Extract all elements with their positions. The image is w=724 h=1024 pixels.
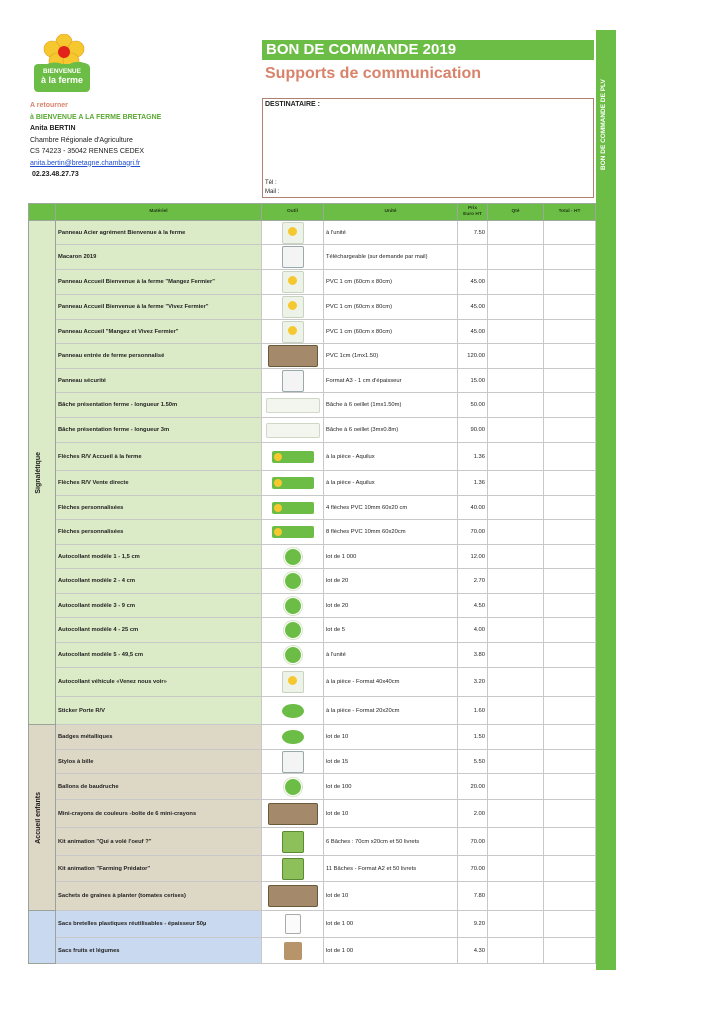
unit-cell: PVC 1 cm (60cm x 80cm) [324, 320, 458, 344]
price-cell [458, 245, 488, 270]
product-thumbnail-icon [282, 321, 304, 343]
category-label: Signalétique [34, 451, 42, 494]
product-thumbnail-icon [268, 803, 318, 825]
price-cell: 5.50 [458, 750, 488, 774]
unit-cell: lot de 20 [324, 594, 458, 618]
product-thumbnail-icon [282, 246, 304, 268]
unit-cell: Téléchargeable (sur demande par mail) [324, 245, 458, 270]
material-cell: Autocollant modèle 1 - 1,5 cm [56, 545, 262, 569]
table-row [29, 725, 596, 750]
quantity-input-cell[interactable] [488, 344, 544, 369]
material-cell: Panneau Accueil "Mangez et Vivez Fermier" [56, 320, 262, 344]
quantity-input-cell[interactable] [488, 911, 544, 938]
logo-line2: à la ferme [40, 75, 84, 85]
price-cell: 70.00 [458, 856, 488, 882]
table-row [29, 750, 596, 774]
material-cell: Autocollant véhicule «Venez nous voir» [56, 668, 262, 697]
quantity-input-cell[interactable] [488, 496, 544, 520]
tool-cell [262, 750, 324, 774]
table-row [29, 245, 596, 270]
unit-cell: lot de 10 [324, 725, 458, 750]
total-cell [544, 828, 596, 856]
contact-chamber: Chambre Régionale d'Agriculture [30, 136, 133, 144]
tool-cell [262, 828, 324, 856]
unit-cell: Bâche à 6 oeillet (1mx1.50m) [324, 393, 458, 418]
table-row [29, 643, 596, 668]
product-thumbnail-icon [282, 831, 304, 853]
category-sacs [29, 911, 56, 964]
destinataire-label: DESTINATAIRE : [265, 101, 320, 108]
tool-cell [262, 668, 324, 697]
material-cell: Autocollant modèle 5 - 49,5 cm [56, 643, 262, 668]
tool-cell [262, 800, 324, 828]
product-thumbnail-icon [268, 345, 318, 367]
logo-banner [34, 64, 90, 92]
unit-cell: Format A3 - 1 cm d'épaisseur [324, 369, 458, 393]
total-cell [544, 697, 596, 725]
product-thumbnail-icon [282, 671, 304, 693]
material-cell: Ballons de baudruche [56, 774, 262, 800]
table-row [29, 828, 596, 856]
unit-cell: à l'unité [324, 221, 458, 245]
product-thumbnail-icon [272, 526, 314, 538]
header-category [29, 204, 56, 221]
quantity-input-cell[interactable] [488, 725, 544, 750]
unit-cell: PVC 1 cm (60cm x 80cm) [324, 270, 458, 295]
category-label-wrap [31, 725, 45, 910]
total-cell [544, 938, 596, 964]
unit-cell: 8 flèches PVC 10mm 60x20cm [324, 520, 458, 545]
table-row [29, 594, 596, 618]
price-cell: 4.50 [458, 594, 488, 618]
material-cell: Flèches personnalisées [56, 496, 262, 520]
table-row [29, 471, 596, 496]
tool-cell [262, 911, 324, 938]
tool-cell [262, 882, 324, 911]
total-cell [544, 911, 596, 938]
quantity-input-cell[interactable] [488, 569, 544, 594]
quantity-input-cell[interactable] [488, 856, 544, 882]
header-prix [458, 204, 488, 221]
price-cell: 3.80 [458, 643, 488, 668]
product-thumbnail-icon [268, 885, 318, 907]
return-address [30, 100, 161, 181]
unit-cell: 4 flèches PVC 10mm 60x20 cm [324, 496, 458, 520]
material-cell: Panneau entrée de ferme personnalisé [56, 344, 262, 369]
order-table [28, 203, 596, 964]
return-label: A retourner [30, 102, 68, 109]
tool-cell [262, 643, 324, 668]
tool-cell [262, 393, 324, 418]
material-cell: Sacs fruits et légumes [56, 938, 262, 964]
table-row [29, 295, 596, 320]
table-row [29, 344, 596, 369]
price-cell: 45.00 [458, 320, 488, 344]
product-thumbnail-icon [284, 621, 302, 639]
unit-cell: lot de 1 00 [324, 911, 458, 938]
tool-cell [262, 569, 324, 594]
quantity-input-cell[interactable] [488, 369, 544, 393]
tool-cell [262, 320, 324, 344]
material-cell: Mini-crayons de couleurs -boîte de 6 mini-crayons [56, 800, 262, 828]
total-cell [544, 393, 596, 418]
table-row [29, 443, 596, 471]
tool-cell [262, 938, 324, 964]
tool-cell [262, 697, 324, 725]
material-cell: Autocollant modèle 3 - 9 cm [56, 594, 262, 618]
logo-line1: BIENVENUE [43, 68, 81, 75]
product-thumbnail-icon [284, 548, 302, 566]
table-row [29, 800, 596, 828]
price-cell: 4.30 [458, 938, 488, 964]
header-prix-label: Prix [467, 206, 478, 211]
total-cell [544, 471, 596, 496]
product-thumbnail-icon [284, 597, 302, 615]
price-cell: 90.00 [458, 418, 488, 443]
product-thumbnail-icon [266, 398, 320, 413]
total-cell [544, 882, 596, 911]
unit-cell: lot de 10 [324, 882, 458, 911]
quantity-input-cell[interactable] [488, 697, 544, 725]
price-cell: 7.50 [458, 221, 488, 245]
total-cell [544, 800, 596, 828]
quantity-input-cell[interactable] [488, 471, 544, 496]
quantity-input-cell[interactable] [488, 882, 544, 911]
quantity-input-cell[interactable] [488, 320, 544, 344]
table-row [29, 774, 596, 800]
total-cell [544, 443, 596, 471]
product-thumbnail-icon [282, 730, 304, 744]
product-thumbnail-icon [282, 222, 304, 244]
table-row [29, 569, 596, 594]
unit-cell: à la pièce - Format 20x20cm [324, 697, 458, 725]
table-row [29, 418, 596, 443]
tool-cell [262, 221, 324, 245]
quantity-input-cell[interactable] [488, 668, 544, 697]
quantity-input-cell[interactable] [488, 774, 544, 800]
price-cell: 50.00 [458, 393, 488, 418]
product-thumbnail-icon [282, 370, 304, 392]
total-cell [544, 618, 596, 643]
logo [34, 34, 92, 92]
unit-cell: lot de 100 [324, 774, 458, 800]
material-cell: Panneau Accueil Bienvenue à la ferme "Vivez Fermier" [56, 295, 262, 320]
quantity-input-cell[interactable] [488, 800, 544, 828]
unit-cell: PVC 1 cm (60cm x 80cm) [324, 295, 458, 320]
product-thumbnail-icon [284, 646, 302, 664]
category-accueil-enfants [29, 725, 56, 911]
material-cell: Sachets de graines à planter (tomates cerises) [56, 882, 262, 911]
header-total: Total - HT [544, 204, 596, 221]
material-cell: Flèches personnalisées [56, 520, 262, 545]
material-cell: Sacs bretelles plastiques réutilisables - épaisseur 50µ [56, 911, 262, 938]
total-cell [544, 496, 596, 520]
page-subtitle: Supports de communication [265, 65, 482, 82]
table-row [29, 911, 596, 938]
table-row [29, 938, 596, 964]
product-thumbnail-icon [272, 477, 314, 489]
destinataire-box[interactable] [262, 98, 594, 198]
quantity-input-cell[interactable] [488, 295, 544, 320]
tool-cell [262, 725, 324, 750]
tool-cell [262, 418, 324, 443]
table-row [29, 545, 596, 569]
quantity-input-cell[interactable] [488, 545, 544, 569]
quantity-input-cell[interactable] [488, 643, 544, 668]
product-thumbnail-icon [285, 914, 301, 934]
price-cell: 1.36 [458, 443, 488, 471]
material-cell: Autocollant modèle 4 - 25 cm [56, 618, 262, 643]
total-cell [544, 594, 596, 618]
material-cell: Autocollant modèle 2 - 4 cm [56, 569, 262, 594]
tool-cell [262, 471, 324, 496]
contact-phone: 02.23.48.27.73 [32, 171, 79, 178]
price-cell: 45.00 [458, 270, 488, 295]
side-banner-label: BON DE COMMANDE DE PLV [600, 79, 607, 170]
unit-cell: à l'unité [324, 643, 458, 668]
price-cell: 40.00 [458, 496, 488, 520]
price-cell: 1.50 [458, 725, 488, 750]
price-cell: 2.70 [458, 569, 488, 594]
total-cell [544, 320, 596, 344]
tool-cell [262, 369, 324, 393]
product-thumbnail-icon [266, 423, 320, 438]
return-org: à BIENVENUE A LA FERME BRETAGNE [30, 113, 162, 121]
contact-email-link[interactable]: anita.bertin@bretagne.chambagri.fr [30, 159, 141, 167]
material-cell: Macaron 2019 [56, 245, 262, 270]
product-thumbnail-icon [284, 942, 302, 960]
tool-cell [262, 270, 324, 295]
header-materiel: Matériel [56, 204, 262, 221]
total-cell [544, 418, 596, 443]
table-row [29, 393, 596, 418]
total-cell [544, 520, 596, 545]
total-cell [544, 774, 596, 800]
price-cell: 9.20 [458, 911, 488, 938]
price-cell: 7.80 [458, 882, 488, 911]
price-cell: 15.00 [458, 369, 488, 393]
price-cell: 45.00 [458, 295, 488, 320]
price-cell: 1.60 [458, 697, 488, 725]
quantity-input-cell[interactable] [488, 443, 544, 471]
category-signaletique [29, 221, 56, 725]
quantity-input-cell[interactable] [488, 828, 544, 856]
header-outil: Outil [262, 204, 324, 221]
product-thumbnail-icon [282, 296, 304, 318]
material-cell: Sticker Porte R/V [56, 697, 262, 725]
tool-cell [262, 295, 324, 320]
category-label: Accueil enfants [34, 791, 42, 844]
price-cell: 3.20 [458, 668, 488, 697]
total-cell [544, 856, 596, 882]
contact-name: Anita BERTIN [30, 125, 76, 132]
total-cell [544, 245, 596, 270]
material-cell: Panneau Acier agrément Bienvenue à la ferme [56, 221, 262, 245]
table-row [29, 520, 596, 545]
product-thumbnail-icon [282, 704, 304, 718]
unit-cell: lot de 5 [324, 618, 458, 643]
unit-cell: à la pièce - Aquilux [324, 471, 458, 496]
unit-cell: lot de 20 [324, 569, 458, 594]
price-cell: 20.00 [458, 774, 488, 800]
total-cell [544, 221, 596, 245]
table-row [29, 856, 596, 882]
table-row [29, 221, 596, 245]
product-thumbnail-icon [284, 572, 302, 590]
tool-cell [262, 594, 324, 618]
contact-address: CS 74223 - 35042 RENNES CEDEX [30, 148, 144, 155]
material-cell: Flèches R/V Vente directe [56, 471, 262, 496]
material-cell: Kit animation "Farming Prédator" [56, 856, 262, 882]
quantity-input-cell[interactable] [488, 270, 544, 295]
unit-cell: PVC 1cm (1mx1.50) [324, 344, 458, 369]
unit-cell: lot de 1 000 [324, 545, 458, 569]
material-cell: Panneau Accueil Bienvenue à la ferme "Mangez Fermier" [56, 270, 262, 295]
unit-cell: à la pièce - Format 40x40cm [324, 668, 458, 697]
product-thumbnail-icon [282, 751, 304, 773]
total-cell [544, 725, 596, 750]
unit-cell: Bâche à 6 oeillet (3mx0.8m) [324, 418, 458, 443]
unit-cell: lot de 1 00 [324, 938, 458, 964]
table-row [29, 618, 596, 643]
category-label-wrap [31, 221, 45, 724]
product-thumbnail-icon [272, 451, 314, 463]
total-cell [544, 295, 596, 320]
product-thumbnail-icon [272, 502, 314, 514]
total-cell [544, 344, 596, 369]
total-cell [544, 750, 596, 774]
header-unite: Unité [324, 204, 458, 221]
tool-cell [262, 545, 324, 569]
price-cell: 1.36 [458, 471, 488, 496]
quantity-input-cell[interactable] [488, 393, 544, 418]
tool-cell [262, 856, 324, 882]
product-thumbnail-icon [282, 271, 304, 293]
table-row [29, 369, 596, 393]
table-row [29, 882, 596, 911]
tool-cell [262, 245, 324, 270]
material-cell: Stylos à bille [56, 750, 262, 774]
total-cell [544, 643, 596, 668]
material-cell: Bâche présentation ferme - longueur 3m [56, 418, 262, 443]
quantity-input-cell[interactable] [488, 618, 544, 643]
product-thumbnail-icon [282, 858, 304, 880]
tool-cell [262, 520, 324, 545]
material-cell: Badges métalliques [56, 725, 262, 750]
total-cell [544, 545, 596, 569]
quantity-input-cell[interactable] [488, 938, 544, 964]
tool-cell [262, 496, 324, 520]
table-row [29, 668, 596, 697]
header-prix-unit: Euro HT [463, 212, 482, 217]
quantity-input-cell[interactable] [488, 594, 544, 618]
quantity-input-cell[interactable] [488, 221, 544, 245]
price-cell: 70.00 [458, 828, 488, 856]
tool-cell [262, 774, 324, 800]
quantity-input-cell[interactable] [488, 418, 544, 443]
destinataire-mail-label: Mail : [265, 189, 280, 195]
destinataire-tel-label: Tél : [265, 180, 277, 186]
side-banner [596, 30, 616, 970]
price-cell: 120.00 [458, 344, 488, 369]
table-header-row [29, 204, 596, 221]
material-cell: Panneau sécurité [56, 369, 262, 393]
tool-cell [262, 344, 324, 369]
quantity-input-cell[interactable] [488, 750, 544, 774]
table-row [29, 270, 596, 295]
quantity-input-cell[interactable] [488, 245, 544, 270]
header-qte: Qté [488, 204, 544, 221]
total-cell [544, 270, 596, 295]
table-row [29, 697, 596, 725]
product-thumbnail-icon [284, 778, 302, 796]
tool-cell [262, 443, 324, 471]
material-cell: Kit animation "Qui a volé l'oeuf ?" [56, 828, 262, 856]
total-cell [544, 569, 596, 594]
total-cell [544, 668, 596, 697]
unit-cell: 11 Bâches - Format A2 et 50 livrets [324, 856, 458, 882]
total-cell [544, 369, 596, 393]
material-cell: Bâche présentation ferme - longueur 1.50m [56, 393, 262, 418]
price-cell: 70.00 [458, 520, 488, 545]
unit-cell: lot de 10 [324, 800, 458, 828]
quantity-input-cell[interactable] [488, 520, 544, 545]
table-row [29, 320, 596, 344]
price-cell: 12.00 [458, 545, 488, 569]
unit-cell: 6 Bâches : 70cm x20cm et 50 livrets [324, 828, 458, 856]
unit-cell: à la pièce - Aquilux [324, 443, 458, 471]
tool-cell [262, 618, 324, 643]
material-cell: Flèches R/V Accueil à la ferme [56, 443, 262, 471]
unit-cell: lot de 15 [324, 750, 458, 774]
price-cell: 4.00 [458, 618, 488, 643]
table-row [29, 496, 596, 520]
price-cell: 2.00 [458, 800, 488, 828]
page-title: BON DE COMMANDE 2019 [262, 40, 594, 60]
